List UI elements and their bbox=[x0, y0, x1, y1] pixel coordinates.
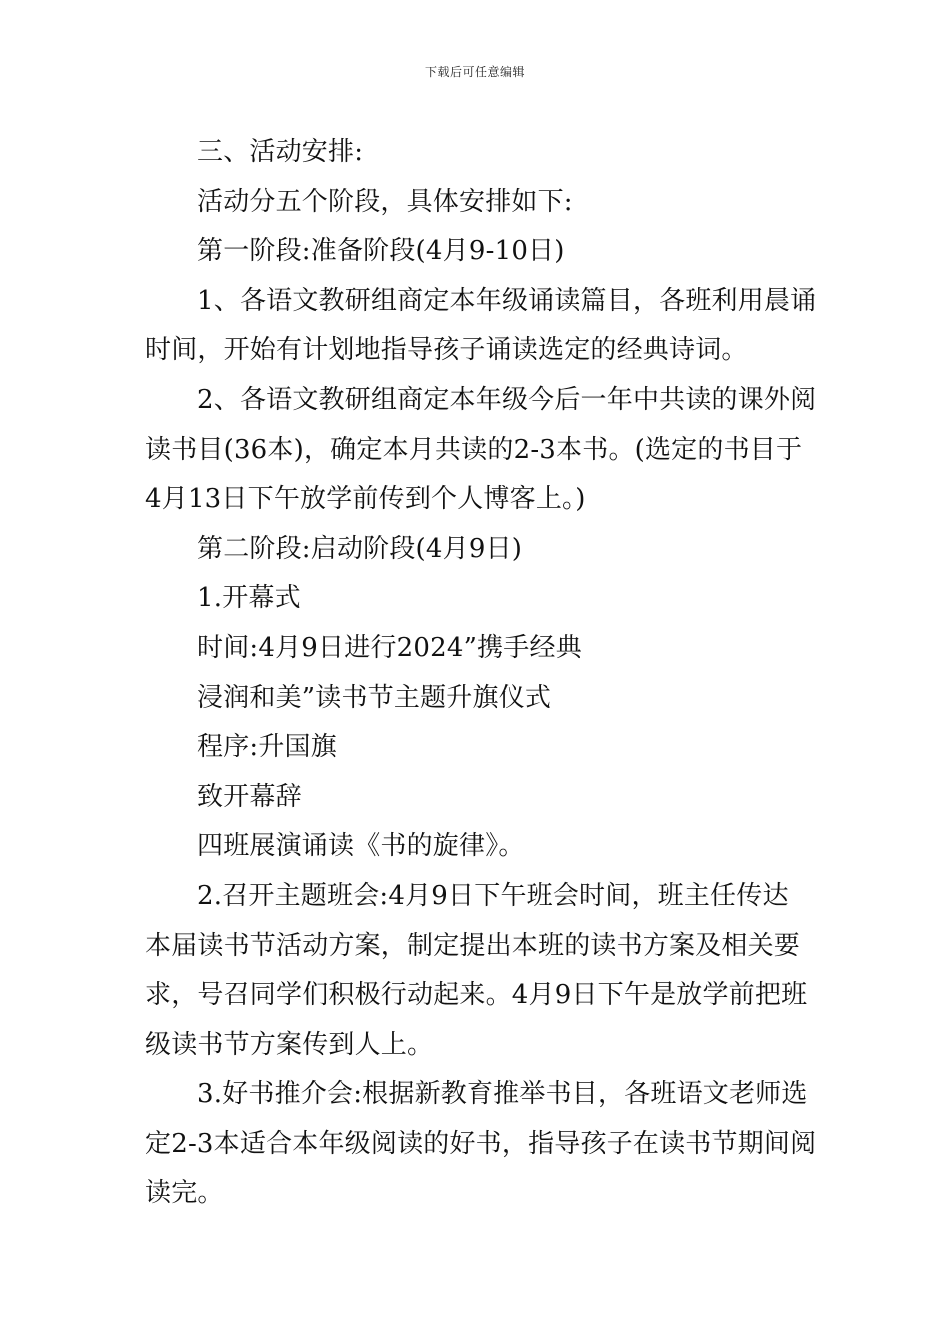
section-title bbox=[145, 128, 807, 178]
text-line: 活动分五个阶段，具体安排如下: bbox=[197, 186, 573, 217]
stage1-item2-paragraph bbox=[145, 376, 817, 525]
text-line: 求，号召同学们积极行动起来。4月9日下午是放学前把班 bbox=[145, 980, 808, 1011]
text-line: 三、活动安排: bbox=[197, 137, 364, 167]
text-line: 读完。 bbox=[145, 1178, 224, 1209]
text-line: 4月13日下午放学前传到个人博客上。) bbox=[145, 484, 586, 515]
text-line: 本届读书节活动方案，制定提出本班的读书方案及相关要 bbox=[145, 930, 801, 961]
text-line: 时间，开始有计划地指导孩子诵读选定的经典诗词。 bbox=[145, 335, 748, 366]
opening-time-line bbox=[145, 624, 807, 674]
stage2-heading bbox=[145, 525, 807, 575]
text-line: 读书目(36本)，确定本月共读的2-3本书。(选定的书目于 bbox=[145, 434, 803, 465]
text-line: 级读书节方案传到人上。 bbox=[145, 1029, 434, 1060]
speech-line bbox=[145, 773, 807, 823]
text-line: 2.召开主题班会:4月9日下午班会时间，班主任传达 bbox=[197, 880, 789, 911]
document-body bbox=[145, 128, 817, 1219]
book-recommend-paragraph bbox=[145, 1070, 817, 1219]
text-line: 第二阶段:启动阶段(4月9日) bbox=[197, 533, 523, 564]
program-line bbox=[145, 723, 807, 773]
opening-ceremony-line bbox=[145, 674, 807, 724]
text-line: 定2-3本适合本年级阅读的好书，指导孩子在读书节期间阅 bbox=[145, 1128, 817, 1159]
text-line: 浸润和美”读书节主题升旗仪式 bbox=[197, 682, 552, 713]
text-line: 四班展演诵读《书的旋律》。 bbox=[197, 831, 525, 862]
stage1-item1-paragraph bbox=[145, 277, 817, 376]
opening-ceremony-heading bbox=[145, 574, 807, 624]
text-line: 时间:4月9日进行2024”携手经典 bbox=[197, 632, 582, 663]
performance-line bbox=[145, 822, 807, 872]
stage1-heading bbox=[145, 227, 807, 277]
intro-paragraph bbox=[145, 178, 807, 228]
text-line: 第一阶段:准备阶段(4月9-10日) bbox=[197, 236, 565, 267]
text-line: 2、各语文教研组商定本年级今后一年中共读的课外阅 bbox=[197, 384, 817, 415]
class-meeting-paragraph bbox=[145, 872, 807, 1070]
text-line: 1、各语文教研组商定本年级诵读篇目，各班利用晨诵 bbox=[197, 285, 817, 316]
text-line: 致开幕辞 bbox=[197, 781, 302, 812]
text-line: 程序:升国旗 bbox=[197, 732, 337, 763]
text-line: 1.开幕式 bbox=[197, 583, 301, 614]
text-line: 3.好书推介会:根据新教育推举书目，各班语文老师选 bbox=[197, 1079, 808, 1110]
page-header: 下载后可任意编辑 bbox=[424, 65, 525, 79]
